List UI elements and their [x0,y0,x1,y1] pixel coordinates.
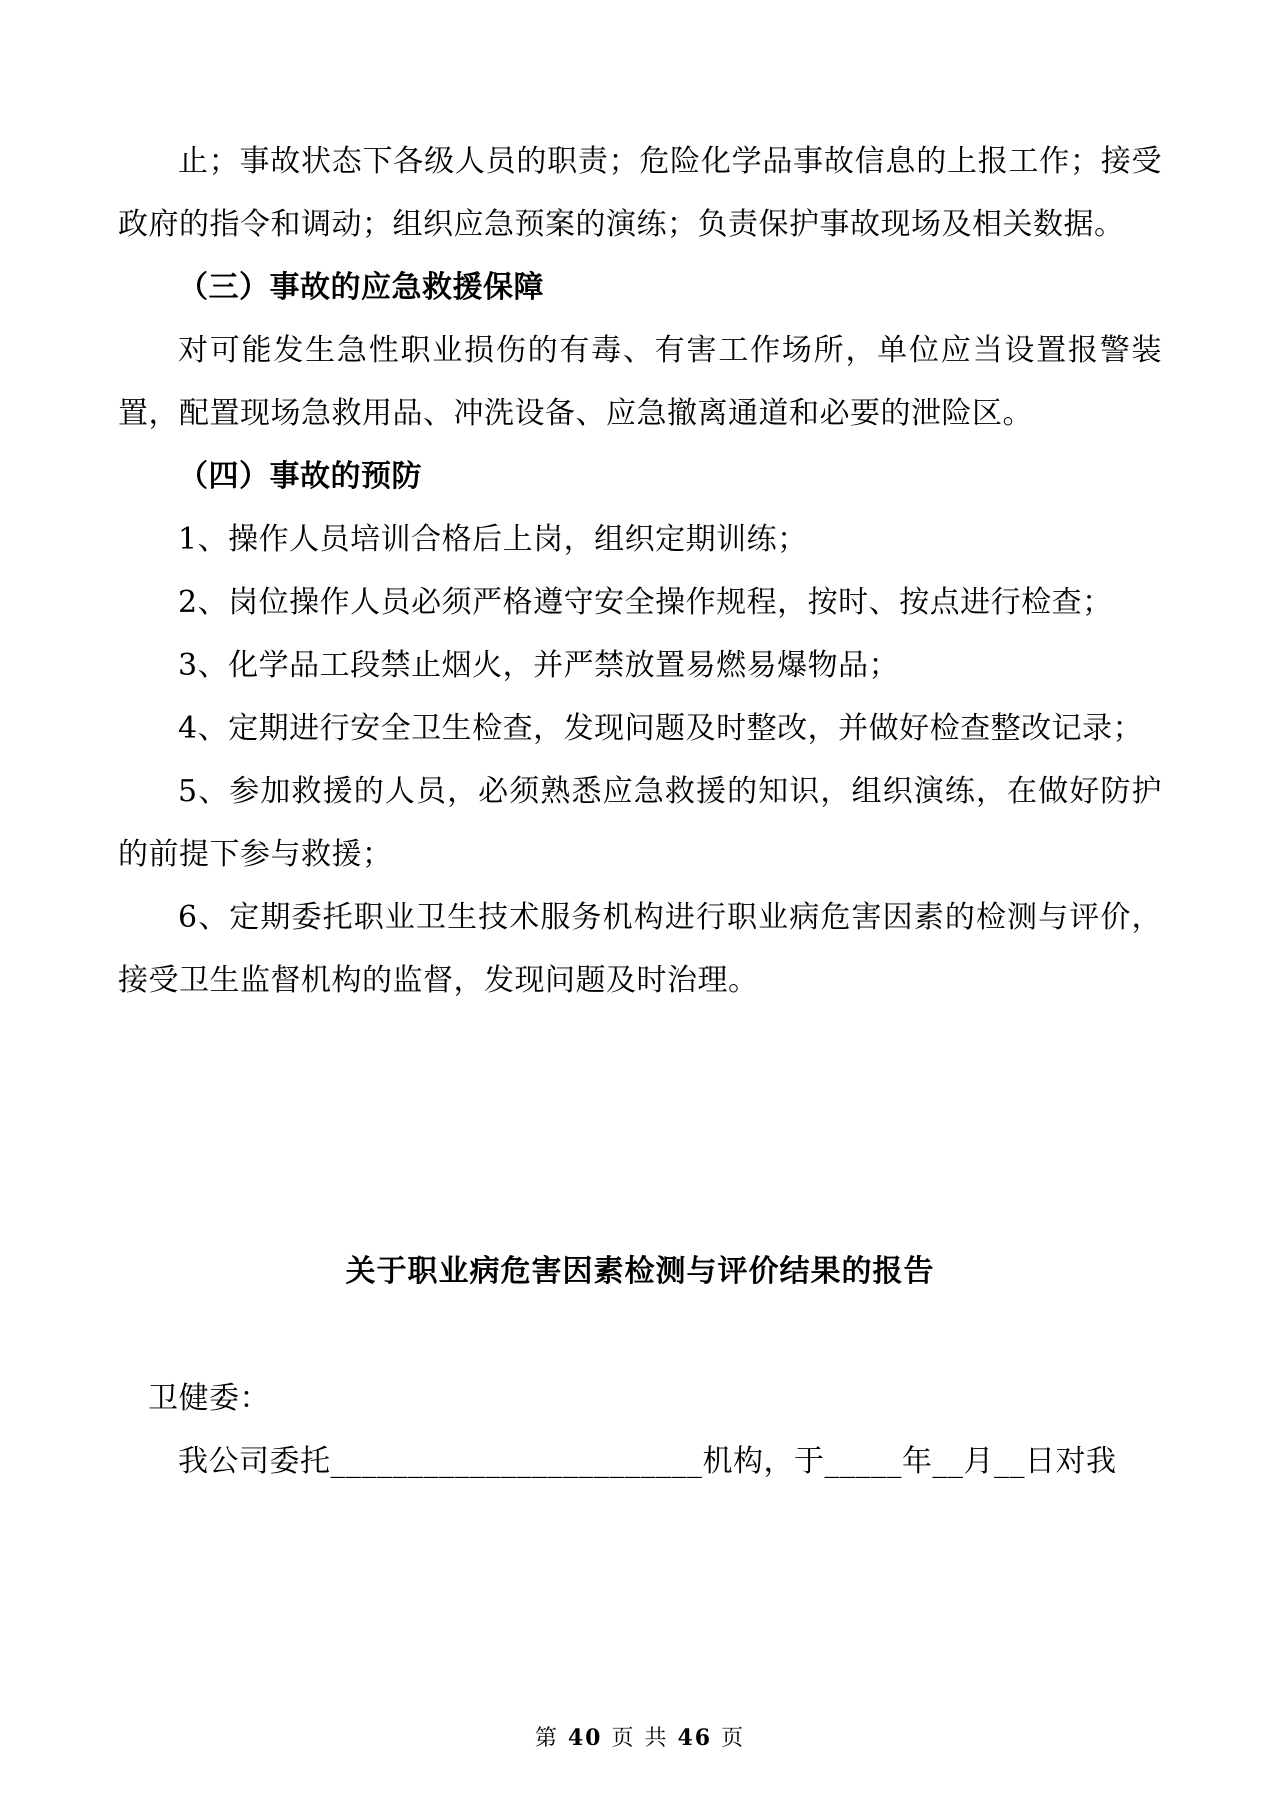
page-footer [0,1721,1280,1752]
list-item-5: 5、参加救援的人员，必须熟悉应急救援的知识，组织演练，在做好防护的前提下参与救援； [118,774,1162,872]
paragraph-emergency-rescue: 对可能发生急性职业损伤的有毒、有害工作场所，单位应当设置报警装置，配置现场急救用品、冲洗设备、应急撤离通道和必要的泄险区。 [118,333,1162,431]
title-gap [118,1303,1162,1367]
footer-total-pages: 46 [677,1725,713,1751]
footer-page-number: 40 [567,1725,603,1751]
report-addressee: 卫健委： [148,1381,270,1416]
footer-middle: 页 共 [611,1726,669,1751]
list-item-2: 2、岗位操作人员必须严格遵守安全操作规程，按时、按点进行检查； [178,585,1113,620]
list-item-1: 1、操作人员培训合格后上岗，组织定期训练； [178,522,808,557]
list-item-4: 4、定期进行安全卫生检查，发现问题及时整改，并做好检查整改记录； [178,711,1144,746]
heading-section-four: （四）事故的预防 [178,459,422,494]
list-item-6: 6、定期委托职业卫生技术服务机构进行职业病危害因素的检测与评价，接受卫生监督机构的监督，发现问题及时治理。 [118,900,1162,998]
report-opening-line: 我公司委托________________________机构，于_____年__月__日对我 [178,1444,1117,1479]
section-gap [118,1012,1162,1240]
list-item-3: 3、化学品工段禁止烟火，并严禁放置易燃易爆物品； [178,648,900,683]
report-title: 关于职业病危害因素检测与评价结果的报告 [345,1254,935,1289]
footer-prefix: 第 [534,1726,559,1751]
heading-section-three: （三）事故的应急救援保障 [178,270,544,305]
footer-suffix: 页 [721,1726,746,1751]
paragraph-continued: 止；事故状态下各级人员的职责；危险化学品事故信息的上报工作；接受政府的指令和调动；组织应急预案的演练；负责保护事故现场及相关数据。 [118,144,1162,242]
